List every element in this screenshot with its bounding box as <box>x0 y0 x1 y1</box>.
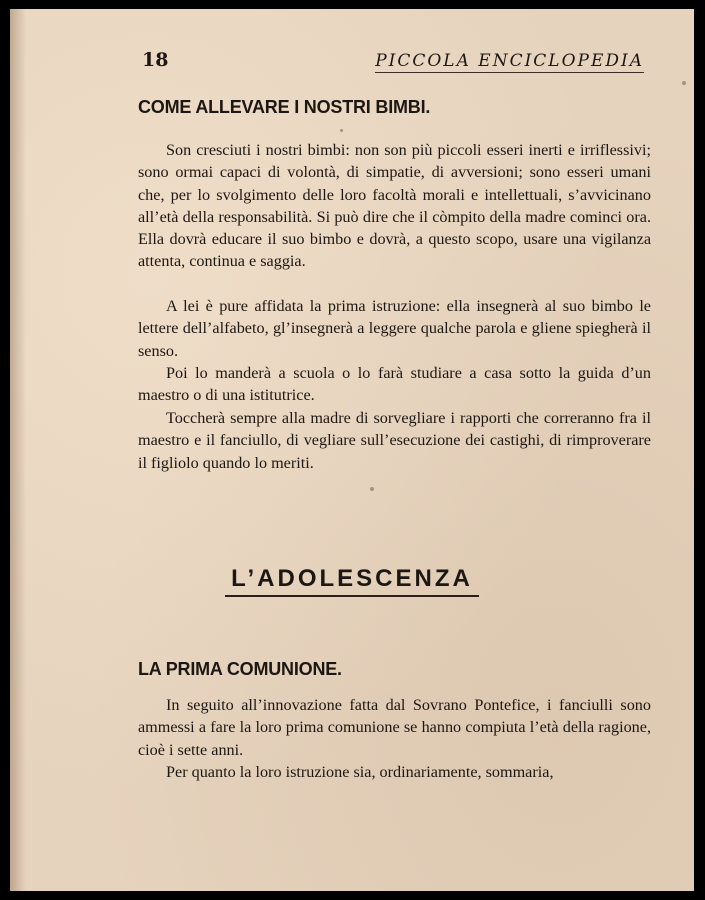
section-heading-comunione: LA PRIMA COMUNIONE. <box>138 659 342 679</box>
paper-speck <box>370 487 374 491</box>
paragraph: In seguito all’innovazione fatta dal Sovrano Pontefice, i fanciulli sono ammessi a fare la loro prima comunione se hanno compiuta l’età della ragione, cioè i sette anni. <box>138 696 651 759</box>
chapter-title <box>10 565 694 597</box>
paragraph: Per quanto la loro istruzione sia, ordinariamente, sommaria, <box>166 763 554 781</box>
running-head: PICCOLA ENCICLOPEDIA <box>375 51 644 71</box>
paper-speck <box>340 129 343 132</box>
paragraph: Poi lo manderà a scuola o lo farà studiare a casa sotto la guida d’un maestro o di una istitutrice. <box>138 364 651 405</box>
book-page <box>10 9 694 891</box>
paragraph: A lei è pure affidata la prima istruzione: ella insegnerà al suo bimbo le lettere dell’alfabeto, gl’insegnerà a leggere qualche parola e gliene spiegherà il senso. <box>138 297 651 360</box>
section-heading-bimbi: COME ALLEVARE I NOSTRI BIMBI. <box>138 97 431 117</box>
page-number: 18 <box>142 49 169 71</box>
chapter-title-text: L’ADOLESCENZA <box>225 565 479 597</box>
paragraph: Toccherà sempre alla madre di sorvegliare i rapporti che correranno fra il maestro e il fanciullo, di vegliare sull’esecuzione dei castighi, di rimproverare il figliolo quando lo meriti. <box>138 409 651 472</box>
paper-speck <box>682 81 686 85</box>
page-edge-shadow <box>10 9 26 891</box>
paragraph: Son cresciuti i nostri bimbi: non son più piccoli esseri inerti e irriflessivi; sono ormai capaci di volontà, di simpatie, di avversioni; sono esseri umani che, per lo svolgimento delle loro facoltà morali e intellettuali, s’avvicinano all’età della responsabilità. Si può dire che il còmpito della madre cominci ora. Ella dovrà educare il suo bimbo e dovrà, a questo scopo, usare una vigilanza attenta, continua e saggia. <box>138 141 651 271</box>
